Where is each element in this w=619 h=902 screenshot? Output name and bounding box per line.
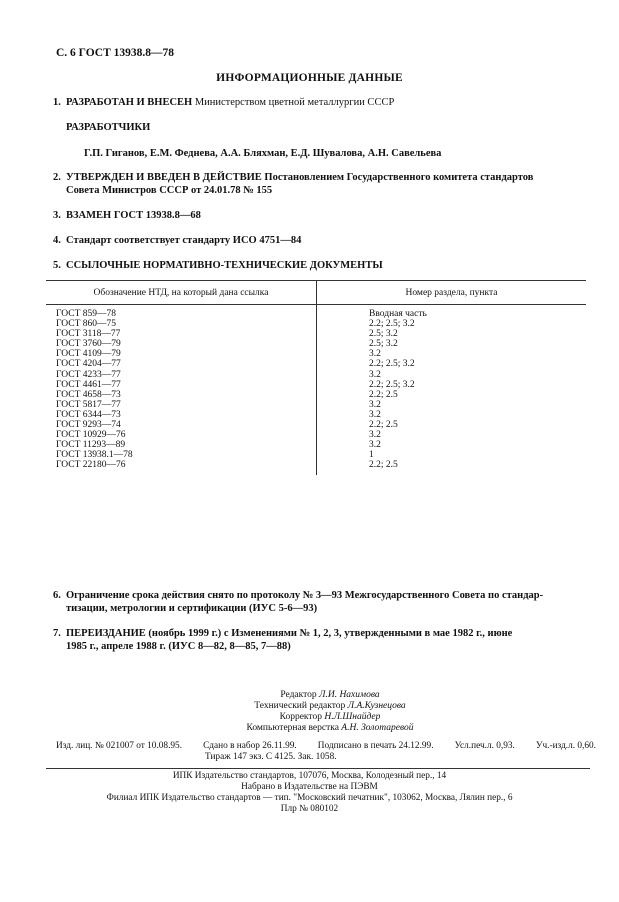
table-row xyxy=(46,430,586,440)
section-number: Вводная часть xyxy=(369,309,427,319)
section-number: 3.2 xyxy=(369,349,381,360)
imprint-name: А.Н. Золотаревой xyxy=(341,723,414,733)
ntd-designation: ГОСТ 4658—73 xyxy=(46,390,317,400)
item-number: 6. xyxy=(53,590,61,601)
section-number: 3.2 xyxy=(369,399,381,410)
imprint-name: Л.И. Нахимова xyxy=(319,690,380,700)
publisher-footer xyxy=(0,771,619,815)
imprint-layout xyxy=(200,723,460,734)
section-number: 2.2; 2.5 xyxy=(369,420,398,431)
item-text: ПЕРЕИЗДАНИЕ (ноябрь 1999 г.) с Изменениями № 1, 2, 3, утвержденными в мае 1982 г., июне xyxy=(66,628,513,639)
item-number: 2. xyxy=(53,172,61,183)
table-row xyxy=(46,349,586,359)
section-number: 2.2; 2.5; 3.2 xyxy=(369,359,415,370)
signed-date: Подписано в печать 24.12.99. xyxy=(317,741,434,751)
item-text-cont: 1985 г., апреле 1988 г. (ИУС 8—82, 8—85, 7—88) xyxy=(66,641,291,652)
item-heading: РАЗРАБОТАН И ВНЕСЕН xyxy=(66,97,193,108)
table-row xyxy=(46,305,586,320)
ntd-designation: ГОСТ 4461—77 xyxy=(46,380,317,390)
item-7 xyxy=(53,627,589,653)
section-number: 2.2; 2.5; 3.2 xyxy=(369,319,415,330)
footer-line: Плр № 080102 xyxy=(280,804,339,814)
table-row xyxy=(46,359,586,369)
imprint-label: Корректор xyxy=(279,712,322,722)
item-text-cont: тизации, метрологии и сертификации (ИУС 5-6—93) xyxy=(66,603,318,614)
section-number: 2.2; 2.5 xyxy=(369,389,398,400)
ntd-designation: ГОСТ 6344—73 xyxy=(46,410,317,420)
section-number: 2.2; 2.5; 3.2 xyxy=(369,379,415,390)
table-row xyxy=(46,460,586,474)
ntd-designation: ГОСТ 860—75 xyxy=(46,319,317,329)
ntd-designation: ГОСТ 9293—74 xyxy=(46,420,317,430)
item-3 xyxy=(53,209,589,222)
imprint-label: Компьютерная верстка xyxy=(246,723,339,733)
item-number: 3. xyxy=(53,210,61,221)
item-heading: УТВЕРЖДЕН И ВВЕДЕН В ДЕЙСТВИЕ xyxy=(66,172,262,183)
ntd-designation: ГОСТ 4204—77 xyxy=(46,359,317,369)
section-number: 3.2 xyxy=(369,430,381,441)
item-4 xyxy=(53,234,589,247)
publisher-sheets: Уч.-изд.л. 0,60. xyxy=(535,741,596,751)
imprint-label: Технический редактор xyxy=(254,701,346,711)
table-header-row xyxy=(46,281,586,305)
references-table xyxy=(46,280,586,475)
ntd-designation: ГОСТ 4109—79 xyxy=(46,349,317,359)
item-text: Стандарт соответствует стандарту ИСО 4751—84 xyxy=(66,235,302,246)
item-number: 7. xyxy=(53,628,61,639)
table-row xyxy=(46,319,586,329)
footer-line: Филиал ИПК Издательство стандартов — тип. "Московский печатник", 103062, Москва, Лялин пер., 6 xyxy=(106,793,513,803)
section-number: 1 xyxy=(369,450,374,461)
item-text: ВЗАМЕН ГОСТ 13938.8—68 xyxy=(66,210,201,221)
publication-info xyxy=(56,741,596,763)
item-text: Постановлением Государственного комитета стандартов xyxy=(264,172,534,183)
footer-line: ИПК Издательство стандартов, 107076, Москва, Колодезный пер., 14 xyxy=(172,771,447,781)
imprint-name: Н.Л.Шнайдер xyxy=(324,712,381,722)
developers-title: РАЗРАБОТЧИКИ xyxy=(66,122,151,133)
item-5 xyxy=(53,259,589,272)
section-title: ИНФОРМАЦИОННЫЕ ДАННЫЕ xyxy=(216,72,403,84)
imprint-label: Редактор xyxy=(280,690,317,700)
ntd-designation: ГОСТ 10929—76 xyxy=(46,430,317,440)
imprint-name: Л.А.Кузнецова xyxy=(347,701,406,711)
footer-line: Набрано в Издательстве на ПЭВМ xyxy=(241,782,378,792)
table-row xyxy=(46,370,586,380)
table-row xyxy=(46,380,586,390)
page-header: С. 6 ГОСТ 13938.8—78 xyxy=(56,47,175,59)
item-number: 5. xyxy=(53,260,61,271)
table-row xyxy=(46,339,586,349)
item-number: 1. xyxy=(53,97,61,108)
ntd-designation: ГОСТ 5817—77 xyxy=(46,400,317,410)
item-text: ССЫЛОЧНЫЕ НОРМАТИВНО-ТЕХНИЧЕСКИЕ ДОКУМЕНТЫ xyxy=(66,260,383,271)
imprint-tech-editor xyxy=(200,701,460,712)
column-header-section: Номер раздела, пункта xyxy=(317,281,587,305)
item-text-cont: Совета Министров СССР от 24.01.78 № 155 xyxy=(66,185,273,196)
table-row xyxy=(46,410,586,420)
divider xyxy=(46,768,590,769)
print-sheets: Усл.печ.л. 0,93. xyxy=(454,741,515,751)
item-text: Ограничение срока действия снято по протоколу № 3—93 Межгосударственного Совета по стандар- xyxy=(66,590,544,601)
ntd-designation: ГОСТ 11293—89 xyxy=(46,440,317,450)
item-2 xyxy=(53,171,589,197)
table-row xyxy=(46,440,586,450)
imprint-block xyxy=(200,690,460,734)
section-number: 2.5; 3.2 xyxy=(369,339,398,350)
item-number: 4. xyxy=(53,235,61,246)
table-row xyxy=(46,400,586,410)
section-number: 3.2 xyxy=(369,409,381,420)
table-row xyxy=(46,420,586,430)
item-6 xyxy=(53,589,589,615)
table-row xyxy=(46,390,586,400)
table-row xyxy=(46,329,586,339)
imprint-corrector xyxy=(200,712,460,723)
section-number: 2.5; 3.2 xyxy=(369,329,398,340)
developers-list: Г.П. Гиганов, Е.М. Феднева, А.А. Бляхман, Е.Д. Шувалова, А.Н. Савельева xyxy=(84,148,442,159)
ntd-designation: ГОСТ 859—78 xyxy=(46,305,317,320)
section-number: 3.2 xyxy=(369,369,381,380)
ntd-designation: ГОСТ 4233—77 xyxy=(46,370,317,380)
ntd-designation: ГОСТ 3760—79 xyxy=(46,339,317,349)
ntd-designation: ГОСТ 3118—77 xyxy=(46,329,317,339)
item-text: Министерством цветной металлургии СССР xyxy=(194,97,395,108)
section-number: 2.2; 2.5 xyxy=(369,460,398,471)
print-run: Тираж 147 экз. С 4125. Зак. 1058. xyxy=(205,752,337,762)
typeset-date: Сдано в набор 26.11.99. xyxy=(203,741,297,751)
table-row xyxy=(46,450,586,460)
imprint-editor xyxy=(200,690,460,701)
section-number: 3.2 xyxy=(369,440,381,451)
ntd-designation: ГОСТ 13938.1—78 xyxy=(46,450,317,460)
ntd-designation: ГОСТ 22180—76 xyxy=(46,460,317,474)
item-1 xyxy=(53,96,589,109)
license-number: Изд. лиц. № 021007 от 10.08.95. xyxy=(56,741,183,751)
publication-info-row xyxy=(56,741,596,752)
column-header-ntd: Обозначение НТД, на который дана ссылка xyxy=(46,281,317,305)
